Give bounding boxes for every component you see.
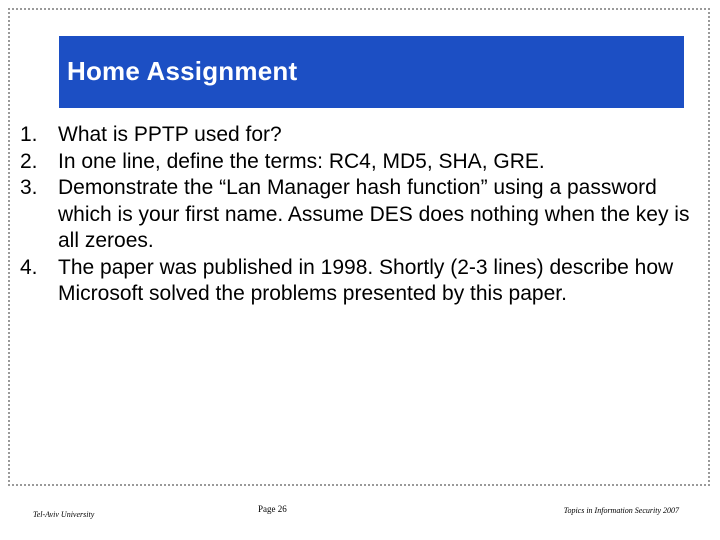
footer-page-number: Page 26 — [258, 504, 287, 514]
item-text: In one line, define the terms: RC4, MD5, SHA, GRE. — [58, 149, 545, 173]
slide-title: Home Assignment — [67, 56, 298, 86]
item-number: 2. — [20, 149, 38, 173]
item-number: 1. — [20, 123, 38, 146]
item-text: What is PPTP used for? — [58, 123, 282, 146]
item-text: Demonstrate the “Lan Manager hash function” using a password which is your first name. Assume DES does nothing when the key is all zeroes. — [58, 176, 690, 252]
list-item — [20, 122, 700, 149]
title-bar — [59, 36, 684, 108]
list-item — [20, 149, 700, 176]
assignment-list — [20, 122, 700, 308]
list-item — [20, 255, 700, 308]
footer-course: Topics in Information Security 2007 — [563, 506, 679, 515]
item-number: 3. — [20, 176, 38, 199]
item-number: 4. — [20, 255, 38, 279]
item-text: The paper was published in 1998. Shortly (2-3 lines) describe how Microsoft solved the problems presented by this paper. — [58, 255, 674, 305]
footer-university: Tel-Aviv University — [33, 510, 95, 519]
list-item — [20, 175, 700, 255]
